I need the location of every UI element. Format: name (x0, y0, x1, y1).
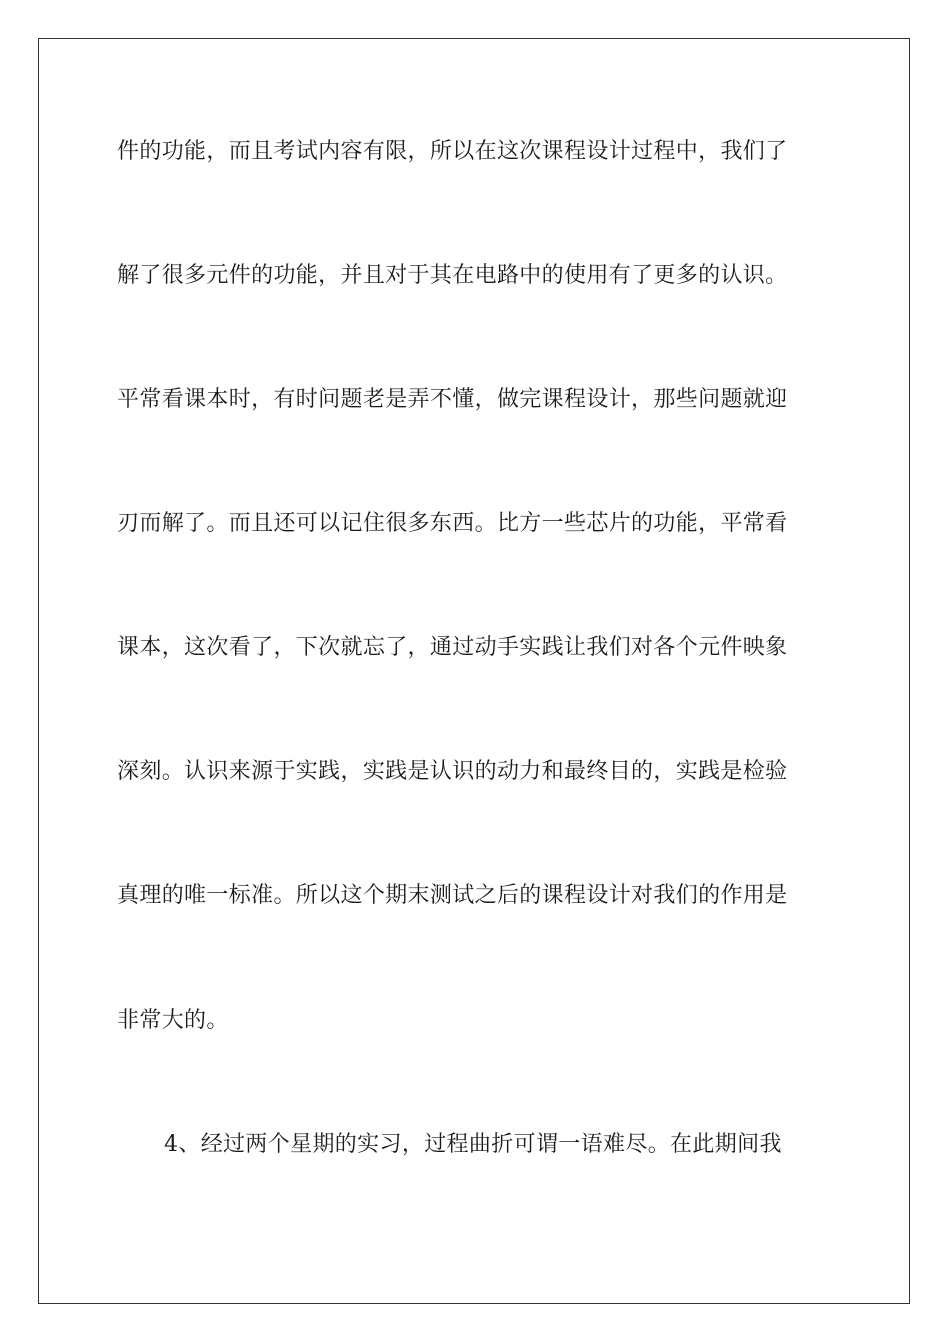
body-text-line-3: 平常看课本时，有时问题老是弄不懂，做完课程设计，那些问题就迎 (117, 387, 788, 412)
body-text-line-6: 深刻。认识来源于实践，实践是认识的动力和最终目的，实践是检验 (117, 759, 788, 784)
body-text-line-5: 课本，这次看了，下次就忘了，通过动手实践让我们对各个元件映象 (117, 635, 788, 660)
page-border (38, 38, 910, 1304)
body-text-line-4: 刃而解了。而且还可以记住很多东西。比方一些芯片的功能，平常看 (117, 511, 788, 536)
body-text-line-8: 非常大的。 (117, 1008, 229, 1033)
body-text-line-1: 件的功能，而且考试内容有限，所以在这次课程设计过程中，我们了 (117, 139, 788, 164)
body-text-line-7: 真理的唯一标准。所以这个期末测试之后的课程设计对我们的作用是 (117, 883, 788, 908)
body-text-line-2: 解了很多元件的功能，并且对于其在电路中的使用有了更多的认识。 (117, 263, 788, 288)
body-text-line-9: 4、经过两个星期的实习，过程曲折可谓一语难尽。在此期间我 (164, 1132, 782, 1157)
